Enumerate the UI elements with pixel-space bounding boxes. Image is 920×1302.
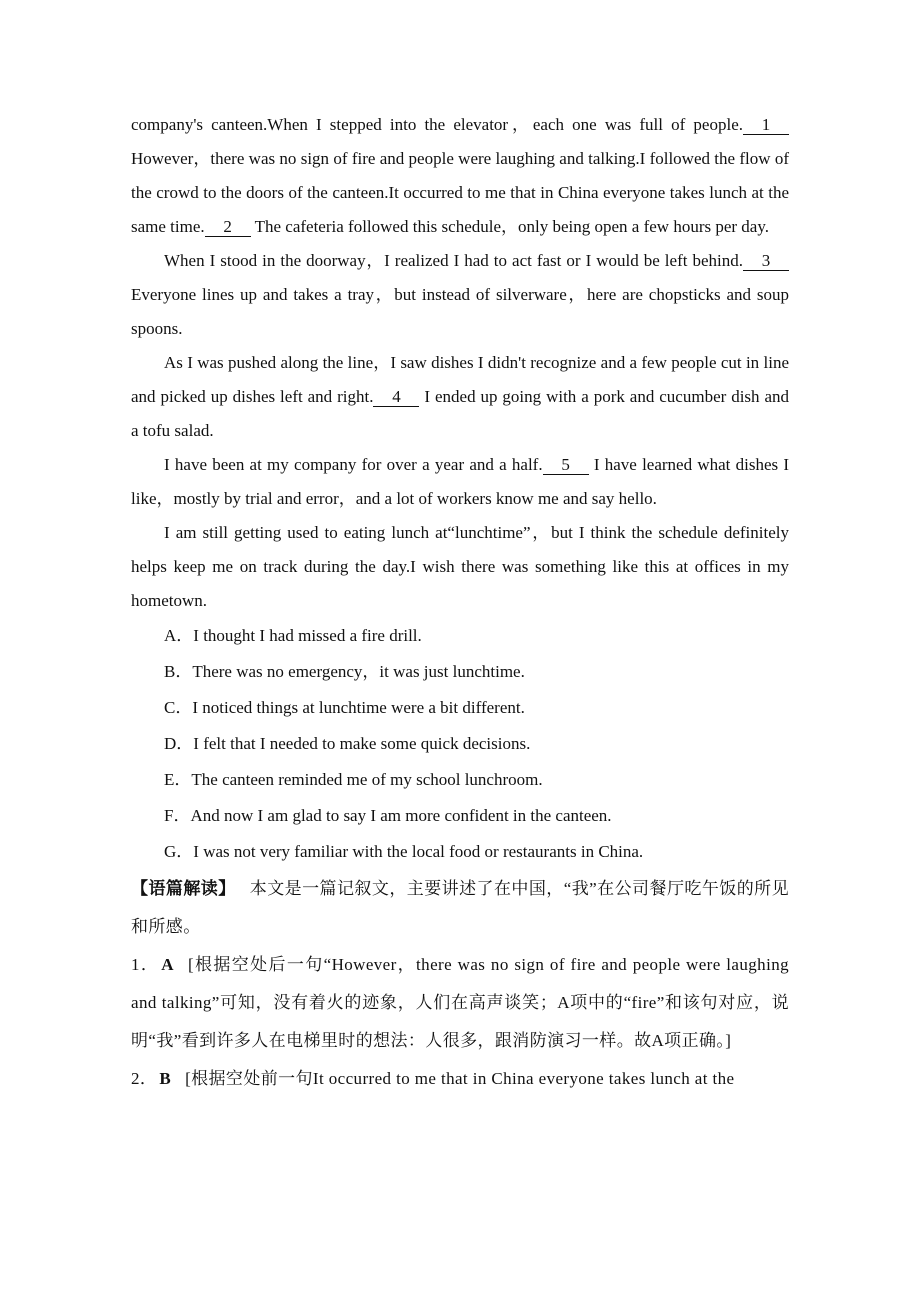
option-letter: A． [164,626,194,645]
option-text: There was no emergency，it was just lunchtime. [192,662,525,681]
answer-blank-4: 4 [373,388,419,407]
passage-paragraph-4 [131,448,789,516]
passage-text: As I was pushed along the line，I saw dishes I didn't recognize and a few people cut in line and picked up dishes left and right. [131,353,789,406]
option-text: And now I am glad to say I am more confident in the canteen. [190,806,612,825]
explanation-text: [根据空处前一句It occurred to me that in China everyone takes lunch at the [185,1069,735,1088]
option-b [131,654,789,690]
passage-paragraph-2 [131,244,789,346]
passage-text: However，there was no sign of fire and people were laughing and talking.I followed the flow of the crowd to the doors of the canteen.It occurred to me that in China everyone takes lunch at the same time. [131,149,789,236]
answer-blank-1: 1 [743,116,789,135]
passage-paragraph-5 [131,516,789,618]
option-a [131,618,789,654]
option-letter: C． [164,698,193,717]
answer-blank-2: 2 [205,218,251,237]
answer-number: 2． [131,1069,158,1088]
passage-text: I have been at my company for over a year and a half. [164,455,543,474]
option-c [131,690,789,726]
option-e [131,762,789,798]
analysis-text: 本文是一篇记叙文，主要讲述了在中国，“我”在公司餐厅吃午饭的所见和所感。 [131,879,790,936]
option-f [131,798,789,834]
passage-text: When I stood in the doorway，I realized I had to act fast or I would be left behind. [164,251,743,270]
answer-blank-5: 5 [543,456,589,475]
option-text: I noticed things at lunchtime were a bit different. [192,698,525,717]
passage-paragraph-1 [131,108,789,244]
answer-explanation-2 [131,1060,789,1098]
passage-text: Everyone lines up and takes a tray，but instead of silverware，here are chopsticks and soup spoons. [131,285,789,338]
option-letter: E． [164,770,192,789]
passage-text: company's canteen.When I stepped into the elevator，each one was full of people. [131,115,743,134]
answer-explanation-1 [131,946,789,1060]
option-letter: B． [164,662,193,681]
option-g [131,834,789,870]
option-letter: D． [164,734,194,753]
option-text: The canteen reminded me of my school lunchroom. [191,770,543,789]
option-text: I thought I had missed a fire drill. [193,626,422,645]
passage-text: I am still getting used to eating lunch at“lunchtime”，but I think the schedule definitely helps keep me on track during the day.I wish there was something like this at offices in my hometown. [131,523,789,610]
options-list [131,618,789,870]
option-text: I was not very familiar with the local food or restaurants in China. [193,842,644,861]
document-page [131,108,789,1098]
answer-letter: A [161,955,174,974]
option-d [131,726,789,762]
answer-number: 1． [131,955,160,974]
answer-blank-3: 3 [743,252,789,271]
passage-text: I ended up going with a pork and cucumber dish and a tofu salad. [131,387,790,440]
answer-letter: B [159,1069,172,1088]
option-letter: F． [164,806,191,825]
passage-text: I have learned what dishes I like，mostly by trial and error，and a lot of workers know me and say hello. [131,455,790,508]
option-letter: G． [164,842,194,861]
option-text: I felt that I needed to make some quick decisions. [193,734,531,753]
explanation-text: [根据空处后一句“However，there was no sign of fire and people were laughing and talking”可知，没有着火的迹象，人们在高声谈笑；A项中的“fire”和该句对应，说明“我”看到许多人在电梯里时的想法：人很多，跟消防演习一样。故A项正确。] [131,955,789,1050]
passage-paragraph-3 [131,346,789,448]
passage-analysis [131,870,789,946]
analysis-heading: 【语篇解读】 [131,879,236,898]
passage-text: The cafeteria followed this schedule，only being open a few hours per day. [254,217,769,236]
